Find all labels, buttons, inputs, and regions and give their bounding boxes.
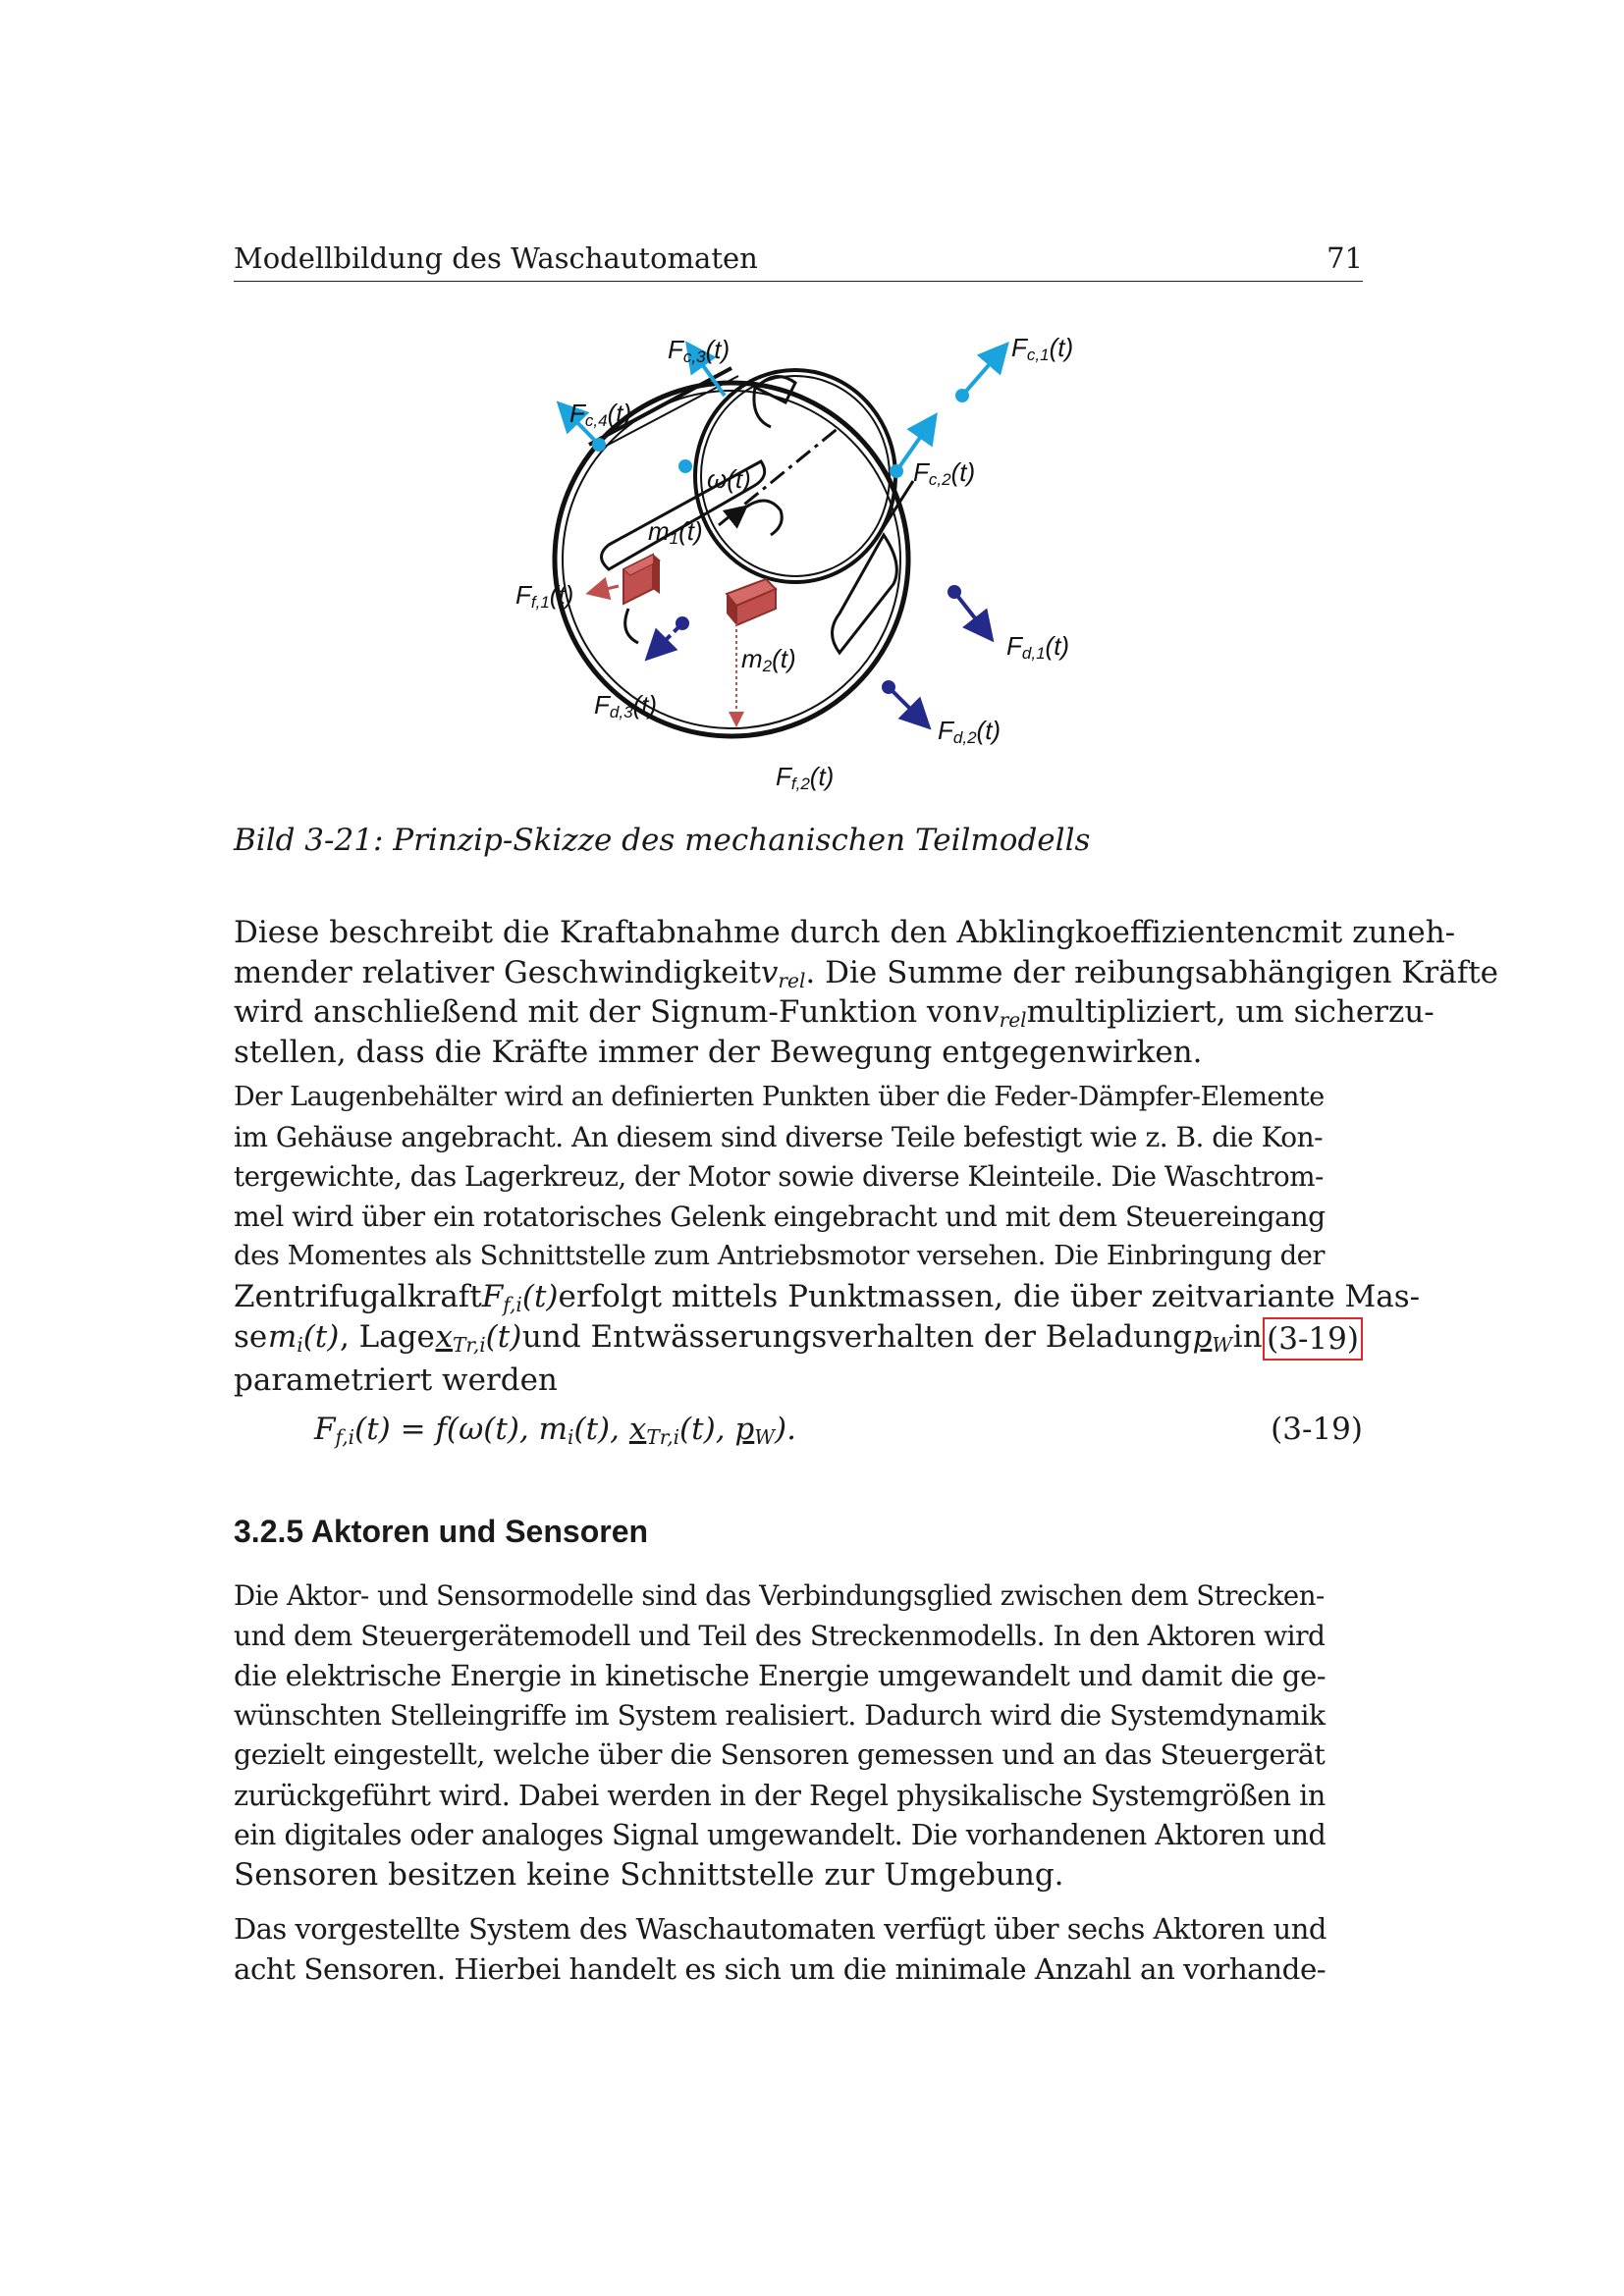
para3-line-3: die elektrische Energie in kinetische Energie umgewandelt und damit die ge- xyxy=(234,1659,1326,1693)
para2-line-1: Der Laugenbehälter wird an definierten Punkten über die Feder-Dämpfer-Elemente xyxy=(234,1082,1325,1112)
paragraph-3 xyxy=(234,1576,1363,1904)
equation-body: $F_{f,i}(t) = f(\omega(t)$, $m_i(t)$, $x_{Tr,i}(t)$, $p_W$). xyxy=(314,1412,796,1450)
label-fc3: Fc,3(t) xyxy=(668,335,731,366)
ff1-arrow xyxy=(594,586,619,592)
para2-line-4: mel wird über ein rotatorisches Gelenk eingebracht und mit dem Steuereingang xyxy=(234,1200,1326,1233)
para2-line-7: se $m_i(t)$ , Lage $x_{Tr,i}(t)$ und Entwässerungsverhalten der Beladung $p_W$ in (3-19) xyxy=(234,1317,1363,1362)
para3-line-2: und dem Steuergerätemodell und Teil des Streckenmodells. In den Aktoren wird xyxy=(234,1619,1326,1652)
fd-arrows xyxy=(653,585,987,721)
figure-caption xyxy=(234,823,1090,858)
omega-label: ω(t) xyxy=(707,464,751,494)
para4-line-2: acht Sensoren. Hierbei handelt es sich um die minimale Anzahl an vorhande- xyxy=(234,1951,1326,1986)
para3-line-5: gezielt eingestellt, welche über die Sensoren gemessen und an das Steuergerät xyxy=(234,1738,1326,1772)
drum-diagram xyxy=(491,329,1110,800)
para2-line-3: tergewichte, das Lagerkreuz, der Motor sowie diverse Kleinteile. Die Waschtrom- xyxy=(234,1160,1324,1194)
para3-line-1: Die Aktor- und Sensormodelle sind das Verbindungsglied zwischen dem Strecken- xyxy=(234,1579,1325,1612)
equation-number: (3-19) xyxy=(1271,1412,1363,1447)
para3-line-4: wünschten Stelleingriffe im System realisiert. Dadurch wird die Systemdynamik xyxy=(234,1698,1326,1732)
section-number: 3.2.5 xyxy=(234,1514,304,1549)
section-title: Aktoren und Sensoren xyxy=(310,1514,649,1549)
mass-m1 xyxy=(623,555,660,604)
running-title: Modellbildung des Waschautomaten xyxy=(234,241,758,275)
omega-rotation-arrow xyxy=(741,501,782,535)
para1-line-2: mender relativer Geschwindigkeit $v_{rel}$ . Die Summe der reibungsabhängigen Kräfte xyxy=(234,954,1499,992)
figure-drum-sketch xyxy=(491,329,1110,800)
label-fd1: Fd,1(t) xyxy=(1006,631,1070,663)
para2-line-6: Zentrifugalkraft $F_{f,i}(t)$ erfolgt mittels Punktmassen, die über zeitvariante Mas- xyxy=(234,1278,1421,1316)
equation-3-19 xyxy=(234,1412,1363,1455)
caption-label: Bild 3-21 xyxy=(234,823,373,858)
para1-line-4: stellen, dass die Kräfte immer der Bewegung entgegenwirken. xyxy=(234,1034,1203,1070)
label-m2: m2(t) xyxy=(741,644,796,675)
label-fc1: Fc,1(t) xyxy=(1011,333,1074,364)
paragraph-2 xyxy=(234,1078,1421,1410)
section-heading xyxy=(234,1514,648,1550)
para4-line-1: Das vorgestellte System des Waschautomaten verfügt über sechs Aktoren und xyxy=(234,1912,1326,1946)
para3-line-7: ein digitales oder analoges Signal umgewandelt. Die vorhandenen Aktoren und xyxy=(234,1818,1326,1851)
para1-line-3: wird anschließend mit der Signum-Funktion von $v_{rel}$ multipliziert, um sicherzu- xyxy=(234,994,1435,1033)
label-fd3: Fd,3(t) xyxy=(594,690,658,721)
paragraph-4 xyxy=(234,1909,1363,1998)
label-ff1: Ff,1(t) xyxy=(515,580,574,612)
label-m1: m1(t) xyxy=(648,516,703,548)
paragraph-1 xyxy=(234,913,1499,1081)
para1-line-1: Diese beschreibt die Kraftabnahme durch den Abklingkoeffizienten c mit zuneh- xyxy=(234,915,1456,950)
page-header xyxy=(234,241,1363,282)
mass-m2 xyxy=(727,579,776,625)
para2-line-2: im Gehäuse angebracht. An diesem sind diverse Teile befestigt wie z. B. die Kon- xyxy=(234,1120,1324,1153)
page-number: 71 xyxy=(1326,241,1363,275)
para2-line-8: parametriert werden xyxy=(234,1362,558,1399)
para3-line-6: zurückgeführt wird. Dabei werden in der Regel physikalische Systemgrößen in xyxy=(234,1778,1326,1812)
para3-line-8: Sensoren besitzen keine Schnittstelle zur Umgebung. xyxy=(234,1857,1064,1894)
caption-text: : Prinzip-Skizze des mechanischen Teilmodells xyxy=(372,823,1091,858)
label-fc2: Fc,2(t) xyxy=(913,457,976,489)
equation-ref-link[interactable]: (3-19) xyxy=(1263,1317,1363,1362)
label-fd2: Fd,2(t) xyxy=(938,716,1001,747)
para2-line-5: des Momentes als Schnittstelle zum Antriebsmotor versehen. Die Einbringung der xyxy=(234,1241,1326,1272)
label-fc4: Fc,4(t) xyxy=(569,399,632,430)
label-ff2: Ff,2(t) xyxy=(776,762,835,793)
